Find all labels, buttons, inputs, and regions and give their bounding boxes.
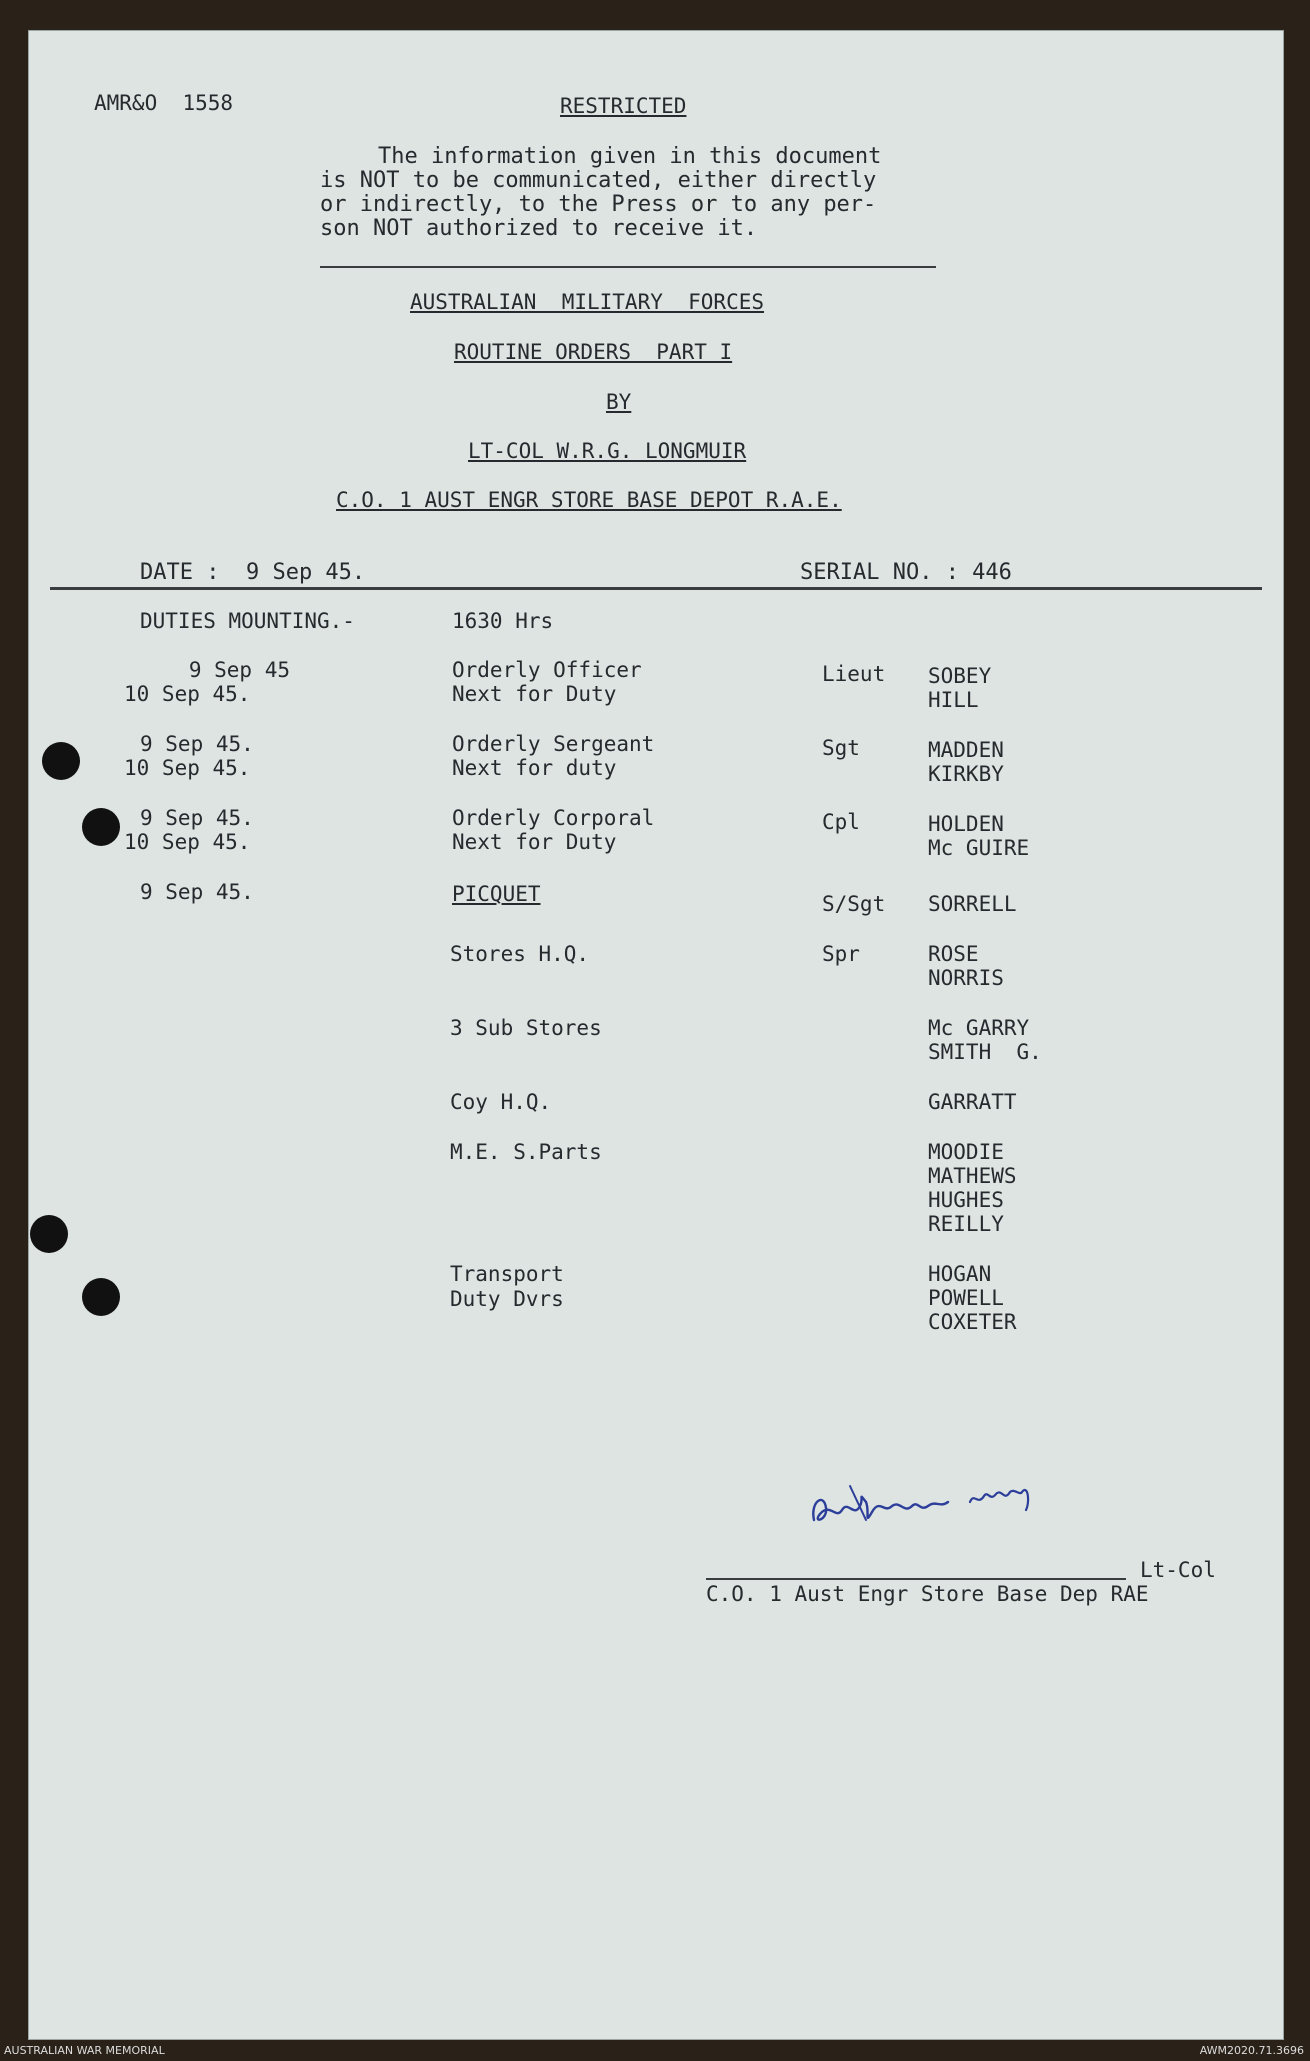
duty-role: Next for Duty [452,682,617,706]
duty-role: Orderly Sergeant [452,732,655,756]
signature-title: C.O. 1 Aust Engr Store Base Dep RAE [706,1582,1149,1606]
signature-rank: Lt-Col [1140,1558,1216,1582]
officer-title: LT-COL W.R.G. LONGMUIR [468,439,747,463]
picquet-post: M.E. S.Parts [450,1140,602,1164]
duty-name: MADDEN [928,738,1004,762]
notice-line-1: The information given in this document [378,144,882,169]
notice-line-2: is NOT to be communicated, either directly [320,168,877,193]
picquet-member: Mc GARRY [928,1016,1030,1040]
picquet-rank: S/Sgt [822,892,886,916]
duty-role: Orderly Officer [452,658,642,682]
picquet-member: SMITH G. [928,1040,1042,1064]
picquet-member: REILLY [928,1212,1004,1236]
duties-heading: DUTIES MOUNTING.- [140,609,355,633]
picquet-member: GARRATT [928,1090,1017,1114]
duty-date: 10 Sep 45. [124,756,251,780]
handwritten-signature [800,1462,1120,1552]
picquet-post: Transport Duty Dvrs [450,1262,564,1311]
duty-name: HILL [928,688,979,712]
serial-number: SERIAL NO. : 446 [800,560,1012,585]
duty-name: SOBEY [928,664,992,688]
document-reference: AMR&O 1558 [94,91,234,115]
picquet-date: 9 Sep 45. [140,880,254,904]
notice-line-3: or indirectly, to the Press or to any per- [320,192,877,217]
orders-title: ROUTINE ORDERS PART I [454,340,733,364]
picquet-name: SORRELL [928,892,1017,916]
document-page [28,30,1284,2040]
duty-date: 9 Sep 45 [188,658,290,682]
order-date: DATE : 9 Sep 45. [140,560,366,585]
signature-rule [706,1578,1126,1580]
notice-divider [320,266,936,268]
duty-name: KIRKBY [928,762,1004,786]
duty-date: 9 Sep 45. [140,732,254,756]
duty-rank: Cpl [822,810,860,834]
picquet-member: HOGAN [928,1262,992,1286]
notice-line-4: son NOT authorized to receive it. [320,216,758,241]
by-title: BY [606,390,632,414]
duty-role: Next for duty [452,756,617,780]
unit-title: C.O. 1 AUST ENGR STORE BASE DEPOT R.A.E. [336,488,842,512]
picquet-member: HUGHES [928,1188,1004,1212]
picquet-post: Coy H.Q. [450,1090,552,1114]
punch-hole [42,742,80,780]
punch-hole [82,1278,120,1316]
picquet-member: MATHEWS [928,1164,1017,1188]
punch-hole [30,1215,68,1253]
picquet-post: 3 Sub Stores [450,1016,602,1040]
picquet-member: ROSE [928,942,979,966]
duty-role: Next for Duty [452,830,617,854]
picquet-member: MOODIE [928,1140,1004,1164]
duty-date: 10 Sep 45. [124,682,251,706]
duty-role: Orderly Corporal [452,806,655,830]
duty-date: 10 Sep 45. [124,830,251,854]
forces-title: AUSTRALIAN MILITARY FORCES [410,290,765,314]
mounting-time: 1630 Hrs [452,609,554,633]
picquet-label: PICQUET [452,882,541,906]
archive-credit: AUSTRALIAN WAR MEMORIAL [4,2044,165,2057]
duty-name: HOLDEN [928,812,1004,836]
picquet-member: NORRIS [928,966,1004,990]
classification-heading: RESTRICTED [560,94,687,118]
picquet-member: COXETER [928,1310,1017,1334]
archive-accession: AWM2020.71.3696 [1199,2044,1304,2057]
date-rule [50,587,1262,590]
picquet-post: Stores H.Q. [450,942,590,966]
picquet-member: POWELL [928,1286,1004,1310]
picquet-post-rank: Spr [822,942,860,966]
duty-rank: Lieut [822,662,886,686]
punch-hole [82,808,120,846]
duty-rank: Sgt [822,736,860,760]
duty-date: 9 Sep 45. [140,806,254,830]
duty-name: Mc GUIRE [928,836,1030,860]
